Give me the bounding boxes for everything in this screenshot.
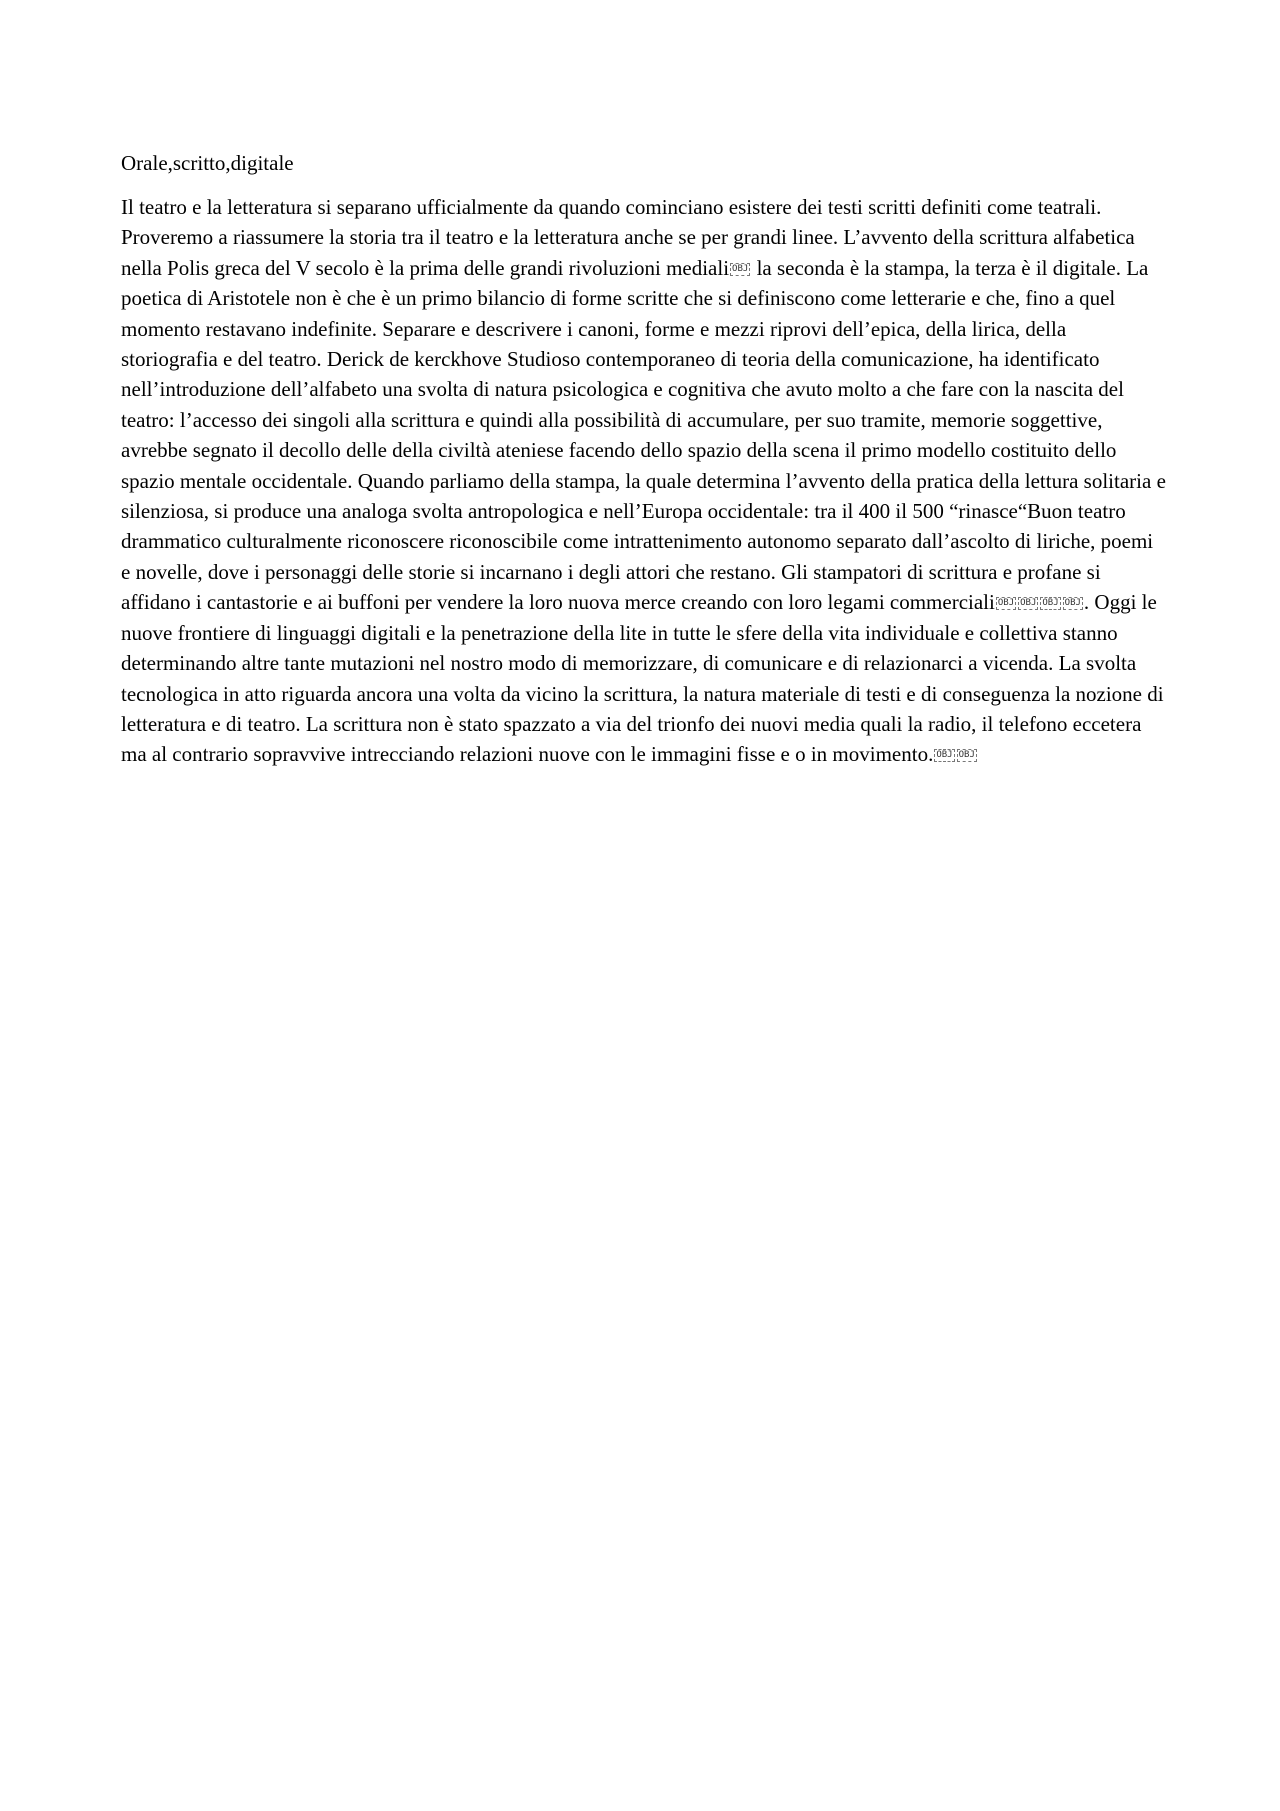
body-segment: Il teatro e la letteratura si separano ufficialmente da quando cominciano esistere dei testi scritti definiti come teatrali. Proveremo a riassumere la storia tra il teatro e la letteratura anche se per grandi linee. L’avvento della scrittura alfabetica nella Polis greca del V secolo è la prima delle grandi rivoluzioni mediali <box>121 195 1135 280</box>
body-segment: . Oggi le nuove frontiere di linguaggi digitali e la penetrazione della lite in tutte le sfere della vita individuale e collettiva stanno determinando altre tante mutazioni nel nostro modo di memorizzare, di comunicare e di relazionarci a vicenda. La svolta tecnologica in atto riguarda ancora una volta da vicino la scrittura, la natura materiale di testi e di conseguenza la nozione di letteratura e di teatro. La scrittura non è stato spazzato a via del trionfo dei nuovi media quali la radio, il telefono eccetera ma al contrario sopravvive intrecciando relazioni nuove con le immagini fisse e o in movimento. <box>121 590 1164 767</box>
object-placeholder-icon: OBJ <box>997 598 1015 609</box>
object-placeholder-icon: OBJ <box>958 750 975 761</box>
object-placeholder-icon: OBJ <box>1042 598 1059 609</box>
document-title: Orale,scritto,digitale <box>121 151 294 175</box>
document-body <box>121 192 1166 770</box>
document-content <box>121 148 1166 770</box>
object-placeholder-icon: OBJ <box>936 750 953 761</box>
object-placeholder-icon: OBJ <box>1064 598 1081 609</box>
body-segment: la seconda è la stampa, la terza è il digitale. La poetica di Aristotele non è che è un primo bilancio di forme scritte che si definiscono come letterarie e che, fino a quel momento restavano indefinite. Separare e descrivere i canoni, forme e mezzi riprovi dell’epica, della lirica, della storiografia e del teatro. Derick de kerckhove Studioso contemporaneo di teoria della comunicazione, ha identificato nell’introduzione dell’alfabeto una svolta di natura psicologica e cognitiva che avuto molto a che fare con la nascita del teatro: l’accesso dei singoli alla scrittura e quindi alla possibilità di accumulare, per suo tramite, memorie soggettive, avrebbe segnato il decollo delle della civiltà ateniese facendo dello spazio della scena il primo modello costituito dello spazio mentale occidentale. Quando parliamo della stampa, la quale determina l’avvento della pratica della lettura solitaria e silenziosa, si produce una analoga svolta antropologica e nell’Europa occidentale: tra il 400 il 500 “rinasce“Buon teatro drammatico culturalmente riconoscere riconoscibile come intrattenimento autonomo separato dall’ascolto di liriche, poemi e novelle, dove i personaggi delle storie si incarnano i degli attori che restano. Gli stampatori di scrittura e profane si affidano i cantastorie e ai buffoni per vendere la loro nuova merce creando con loro legami commerciali <box>121 255 1166 615</box>
object-placeholder-icon: OBJ <box>732 263 749 274</box>
object-placeholder-icon: OBJ <box>1020 598 1037 609</box>
